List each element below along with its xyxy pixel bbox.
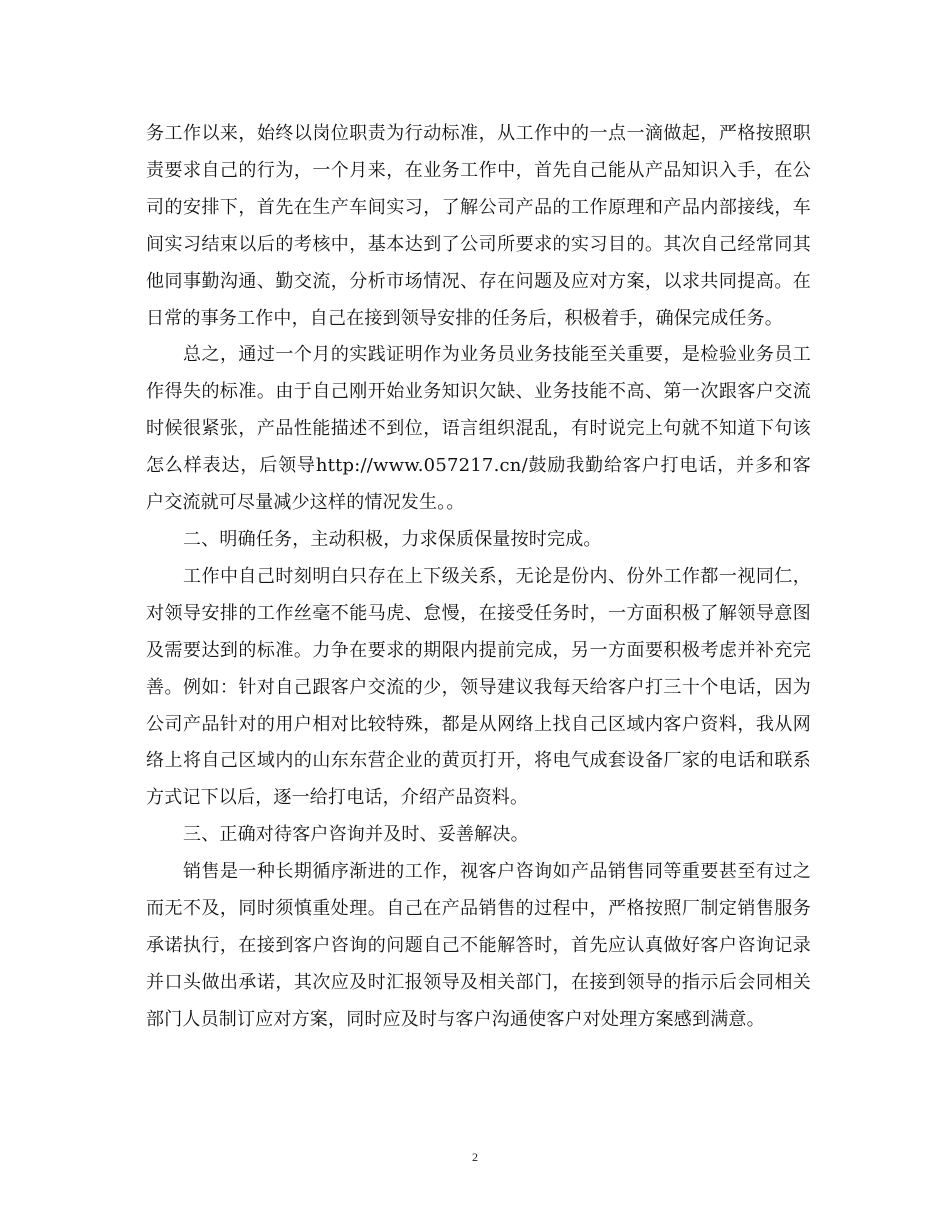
paragraph-customer-inquiry: 销售是一种长期循序渐进的工作，视客户咨询如产品销售同等重要甚至有过之而无不及，同时须慎重处理。自己在产品销售的过程中，严格按照厂制定销售服务承诺执行，在接到客户咨询的问题自己不能解答时，首先应认真做好客户咨询记录并口头做出承诺，其次应及时汇报领导及相关部门，在接到领导的指示后会同相关部门人员制订应对方案，同时应及时与客户沟通使客户对处理方案感到满意。 bbox=[146, 861, 811, 1030]
paragraph-continuation: 务工作以来，始终以岗位职责为行动标准，从工作中的一点一滴做起，严格按照职责要求自己的行为，一个月来，在业务工作中，首先自己能从产品知识入手，在公司的安排下，首先在生产车间实习，了解公司产品的工作原理和产品内部接线，车间实习结束以后的考核中，基本达到了公司所要求的实习目的。其次自己经常同其他同事勤沟通、勤交流，分析市场情况、存在问题及应对方案，以求共同提高。在日常的事务工作中，自己在接到领导安排的任务后，积极着手，确保完成任务。 bbox=[146, 123, 811, 329]
section-heading-2: 二、明确任务，主动积极，力求保质保量按时完成。 bbox=[183, 528, 602, 550]
paragraph-summary: 总之，通过一个月的实践证明作为业务员业务技能至关重要，是检验业务员工作得失的标准。由于自己刚开始业务知识欠缺、业务技能不高、第一次跟客户交流时候很紧张，产品性能描述不到位，语言组织混乱，有时说完上句就不知道下句该怎么样表达，后领导http://www.057217.cn/鼓励我勤给客户打电话，并多和客户交流就可尽量减少这样的情况发生。。 bbox=[146, 344, 811, 514]
body-text bbox=[146, 116, 811, 1039]
section-heading-3: 三、正确对待客户咨询并及时、妥善解决。 bbox=[183, 824, 529, 846]
paragraph-tasks: 工作中自己时刻明白只存在上下级关系，无论是份内、份外工作都一视同仁，对领导安排的工作丝毫不能马虎、怠慢，在接受任务时，一方面积极了解领导意图及需要达到的标准。力争在要求的期限内提前完成，另一方面要积极考虑并补充完善。例如：针对自己跟客户交流的少，领导建议我每天给客户打三十个电话，因为公司产品针对的用户相对比较特殊，都是从网络上找自己区域内客户资料，我从网络上将自己区域内的山东东营企业的黄页打开，将电气成套设备厂家的电话和联系方式记下以后，逐一给打电话，介绍产品资料。 bbox=[146, 565, 811, 809]
page-number: 2 bbox=[472, 1150, 478, 1164]
